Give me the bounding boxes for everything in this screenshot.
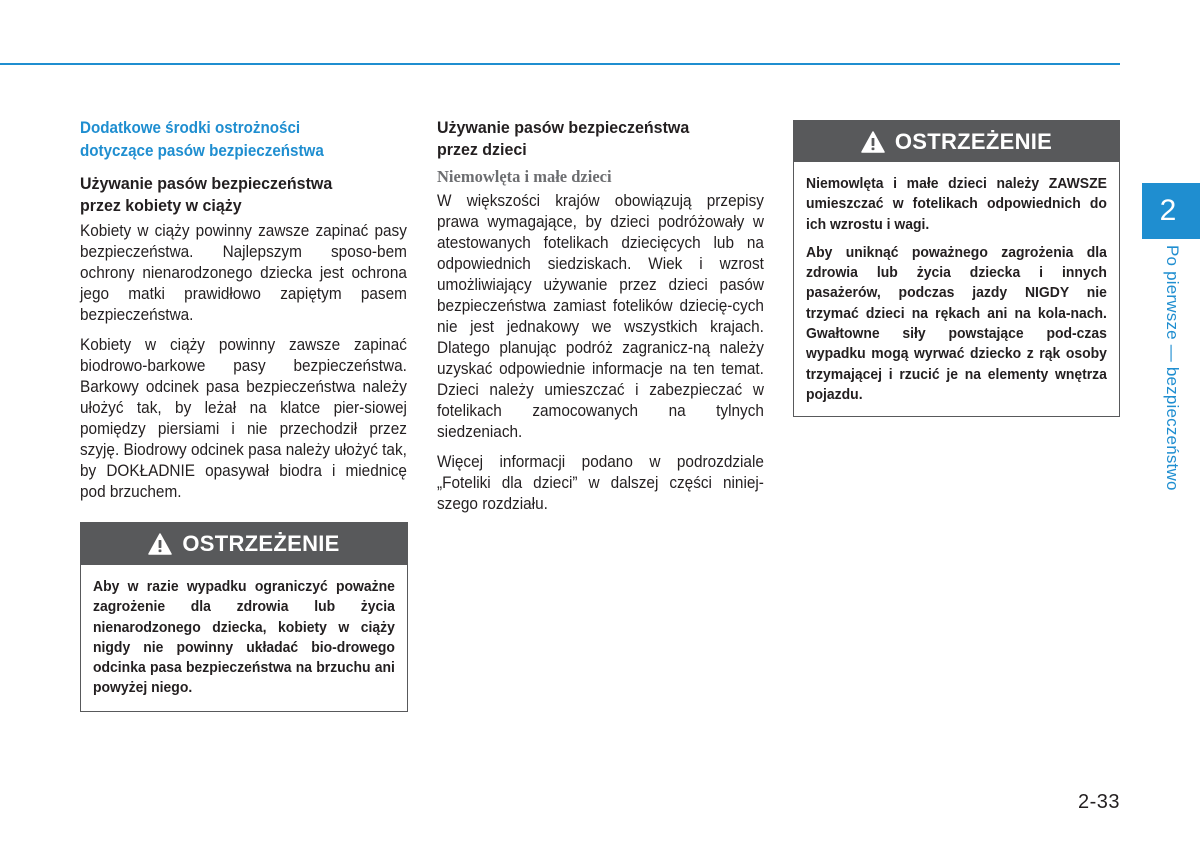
paragraph: Więcej informacji podano w podrozdziale „Foteliki dla dzieci” w dalszej części niniej-szego rozdziału. [437,453,764,513]
column-middle [437,117,764,515]
warning-text: Niemowlęta i małe dzieci należy ZAWSZE umieszczać w fotelikach odpowiednich do ich wzrostu i wagi. [806,175,1107,233]
column-left [80,117,407,503]
warning-title: OSTRZEŻENIE [182,531,340,556]
paragraph: W większości krajów obowiązują przepisy prawa wymagające, by dzieci podróżowały w atestowanych fotelikach dziecięcych lub na odpowiednich siedziskach. Wiek i wzrost umożliwiający używanie przez dzieci pasów bezpieczeństwa zamiast fotelików dziecię-cych nie jest jednakowy we wszystkich krajach. Dlatego planując podróż zagranicz-ną należy uzyskać odpowiednie informacje na ten temat. Dzieci należy umieszczać i zabezpieczać w fotelikach zamocowanych na tylnych siedzeniach. [437,192,764,441]
chapter-side-label [1162,245,1182,505]
warning-box-children [793,120,1120,417]
warning-title: OSTRZEŻENIE [894,128,1053,154]
warning-triangle-icon [148,533,172,555]
section-title: Dodatkowe środki ostrożności dotyczące pasów bezpieczeństwa [80,119,324,160]
subsection-heading-infants: Niemowlęta i małe dzieci [437,167,612,186]
warning-text: Aby w razie wypadku ograniczyć poważne zagrożenie dla zdrowia lub życia nienarodzonego dziecka, kobiety w ciąży nigdy nie powinny układać bio-drowego odcinka pasa bezpieczeństwa na brzuchu ani powyżej niego. [93,578,395,697]
paragraph: Kobiety w ciąży powinny zawsze zapinać pasy bezpieczeństwa. Najlepszym sposo-bem ochrony nienarodzonego dziecka jest ochrona jego matki prawidłowo zapiętym pasem bezpieczeństwa. [80,222,407,324]
header-rule [0,63,1120,65]
chapter-number-tab [1142,183,1200,239]
paragraph: Kobiety w ciąży powinny zawsze zapinać biodrowo-barkowe pasy bezpieczeństwa. Barkowy odcinek pasa bezpieczeństwa należy ułożyć tak, by leżał na klatce pier-siowej pomiędzy piersiami i nie przechodził przez szyję. Biodrowy odcinek pasa należy ułożyć tak, by DOKŁADNIE opasywał biodra i miednicę pod brzuchem. [80,336,407,501]
chapter-label-text: Po pierwsze — bezpieczeństwo [1163,245,1182,491]
warning-body [794,162,1119,415]
chapter-number: 2 [1159,194,1177,227]
warning-box-pregnancy [80,522,408,712]
subsection-title-pregnant: Używanie pasów bezpieczeństwa przez kobiety w ciąży [80,174,333,215]
warning-text: Aby uniknąć poważnego zagrożenia dla zdrowia lub życia dziecka i innych pasażerów, podczas jazdy NIGDY nie trzymać dzieci na rękach ani na kola-nach. Gwałtowne siły powstające pod-czas wypadku mogą wyrwać dziecko z rąk osoby trzymającej i rzucić je na elementy wnętrza pojazdu. [806,243,1107,403]
page-number: 2-33 [1078,791,1121,813]
subsection-title-children: Używanie pasów bezpieczeństwa przez dzieci [437,118,690,159]
warning-body [81,565,407,709]
warning-triangle-icon [861,131,885,153]
warning-header [81,523,407,565]
warning-header [794,121,1119,162]
